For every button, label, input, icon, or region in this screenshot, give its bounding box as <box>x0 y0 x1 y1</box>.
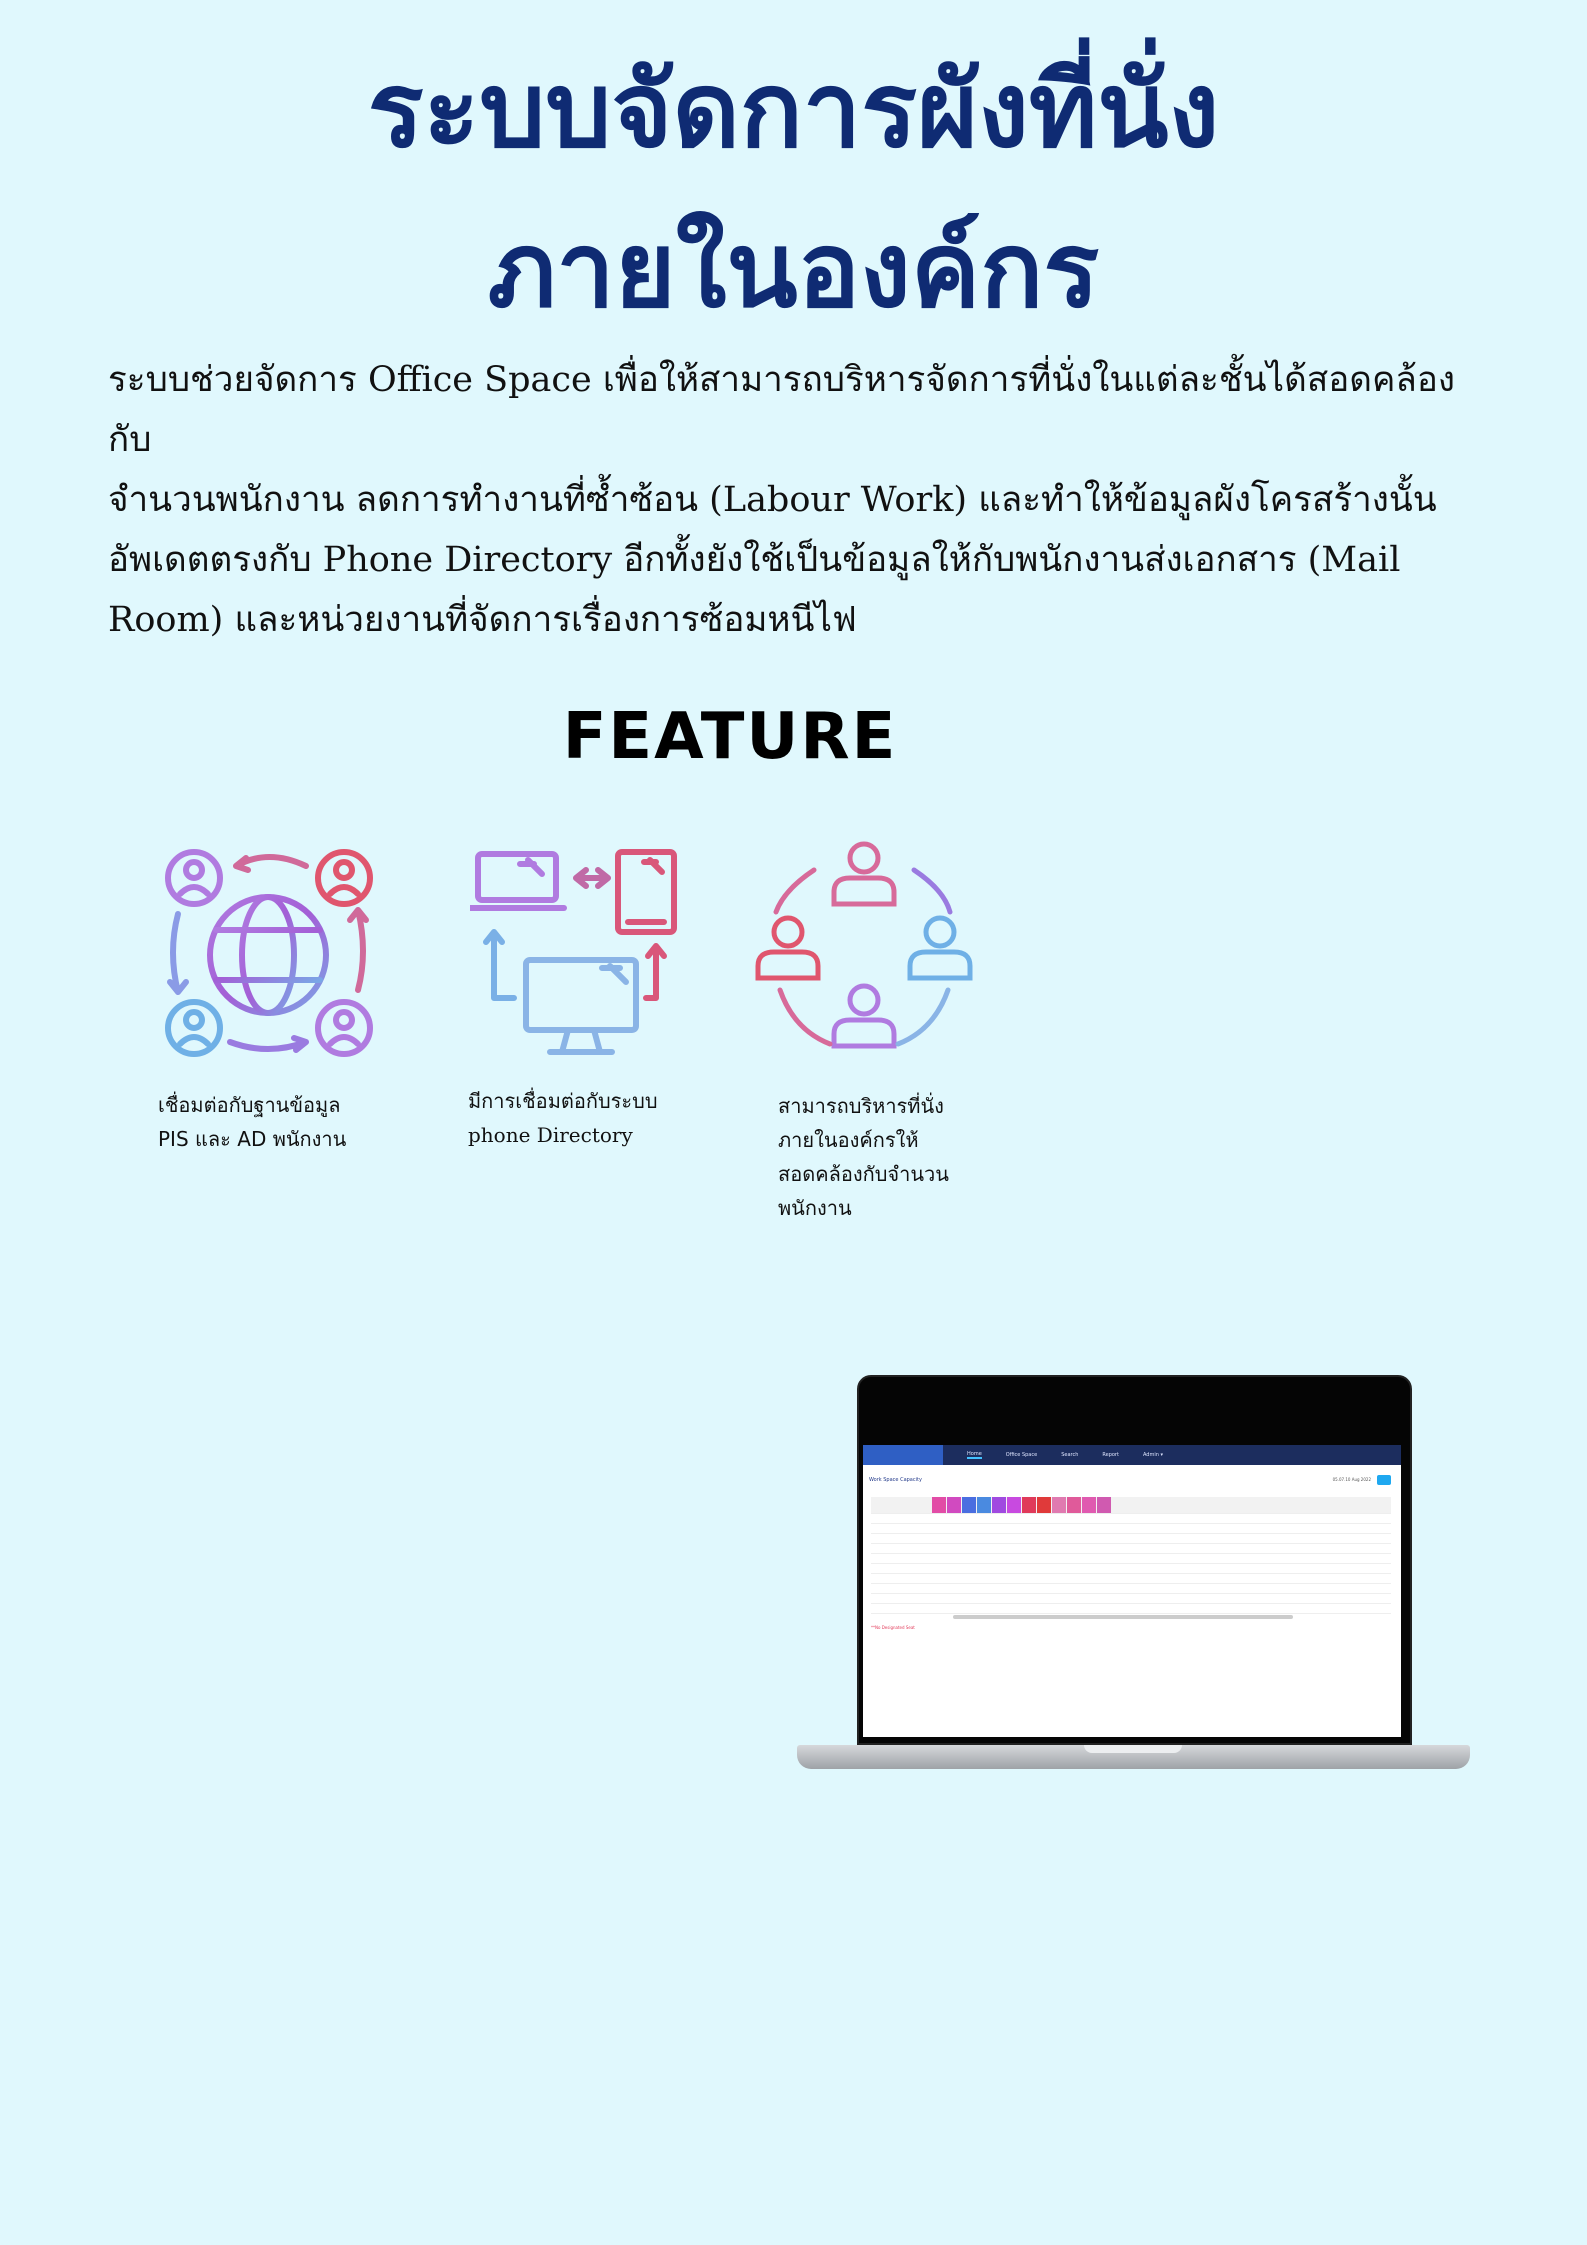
feature-caption-1-line-2: PIS และ AD พนักงาน <box>158 1127 347 1151</box>
feature-caption-3-line-1: สามารถบริหารที่นั่ง <box>778 1094 944 1118</box>
app-logo <box>863 1445 943 1465</box>
app-nav-office-space[interactable]: Office Space <box>1005 1452 1038 1458</box>
app-nav-home[interactable]: Home <box>967 1451 982 1457</box>
app-plus-button[interactable] <box>1377 1475 1391 1485</box>
feature-caption-3-line-3: สอดคล้องกับจำนวน <box>778 1162 949 1186</box>
feature-caption-2-line-2: phone Directory <box>468 1123 633 1147</box>
table-row <box>871 1604 1391 1614</box>
feature-caption-3 <box>778 1089 1018 1225</box>
app-date: 05.07.10 Aug 2022 <box>1332 1477 1371 1482</box>
table-row <box>871 1534 1391 1544</box>
table-row <box>871 1564 1391 1574</box>
feature-caption-2 <box>468 1084 708 1152</box>
table-row <box>871 1594 1391 1604</box>
page-title-line-1: ระบบจัดการผังที่นั่ง <box>367 49 1220 171</box>
app-screen-title: Work Space Capacity <box>869 1477 922 1483</box>
table-row <box>871 1514 1391 1524</box>
feature-caption-1 <box>158 1088 398 1156</box>
laptop-mockup <box>797 1375 1470 1775</box>
table-row <box>871 1524 1391 1534</box>
intro-paragraph <box>108 350 1488 650</box>
app-nav-report[interactable]: Report <box>1102 1452 1119 1458</box>
app-navbar <box>863 1445 1401 1465</box>
app-note: **No Designated Seat <box>871 1625 915 1630</box>
table-row <box>871 1554 1391 1564</box>
intro-line-2: จำนวนพนักงาน ลดการทำงานที่ซ้ำซ้อน (Labour Work) และทำให้ข้อมูลผังโครสร้างนั้น <box>108 480 1437 520</box>
app-nav-search[interactable]: Search <box>1061 1452 1079 1458</box>
app-capacity-table <box>871 1497 1391 1614</box>
laptop-notch <box>1084 1745 1182 1753</box>
table-row <box>871 1544 1391 1554</box>
feature-heading: FEATURE <box>562 700 898 774</box>
device-sync-icon <box>470 842 690 1062</box>
intro-line-1: ระบบช่วยจัดการ Office Space เพื่อให้สามารถบริหารจัดการที่นั่งในแต่ละชั้นได้สอดคล้องกับ <box>108 360 1455 460</box>
laptop-screen <box>863 1445 1401 1737</box>
feature-caption-3-line-2: ภายในองค์กรให้ <box>778 1128 919 1152</box>
intro-line-4: Room) และหน่วยงานที่จัดการเรื่องการซ้อมหนีไฟ <box>108 600 857 640</box>
feature-caption-1-line-1: เชื่อมต่อกับฐานข้อมูล <box>158 1093 341 1117</box>
app-nav-admin[interactable]: Admin ▾ <box>1142 1452 1163 1458</box>
intro-line-3: อัพเดตตรงกับ Phone Directory อีกทั้งยังใช้เป็นข้อมูลให้กับพนักงานส่งเอกสาร (Mail <box>108 540 1401 580</box>
table-row <box>871 1584 1391 1594</box>
feature-caption-2-line-1: มีการเชื่อมต่อกับระบบ <box>468 1089 658 1113</box>
page-title-line-2: ภายในองค์กร <box>487 209 1100 331</box>
global-network-users-icon <box>158 842 378 1062</box>
app-table-header <box>871 1497 1391 1514</box>
table-row <box>871 1574 1391 1584</box>
feature-caption-3-line-4: พนักงาน <box>778 1196 852 1220</box>
team-circle-icon <box>754 840 974 1060</box>
page-title <box>0 30 1587 350</box>
app-horizontal-scrollbar[interactable] <box>953 1615 1293 1619</box>
